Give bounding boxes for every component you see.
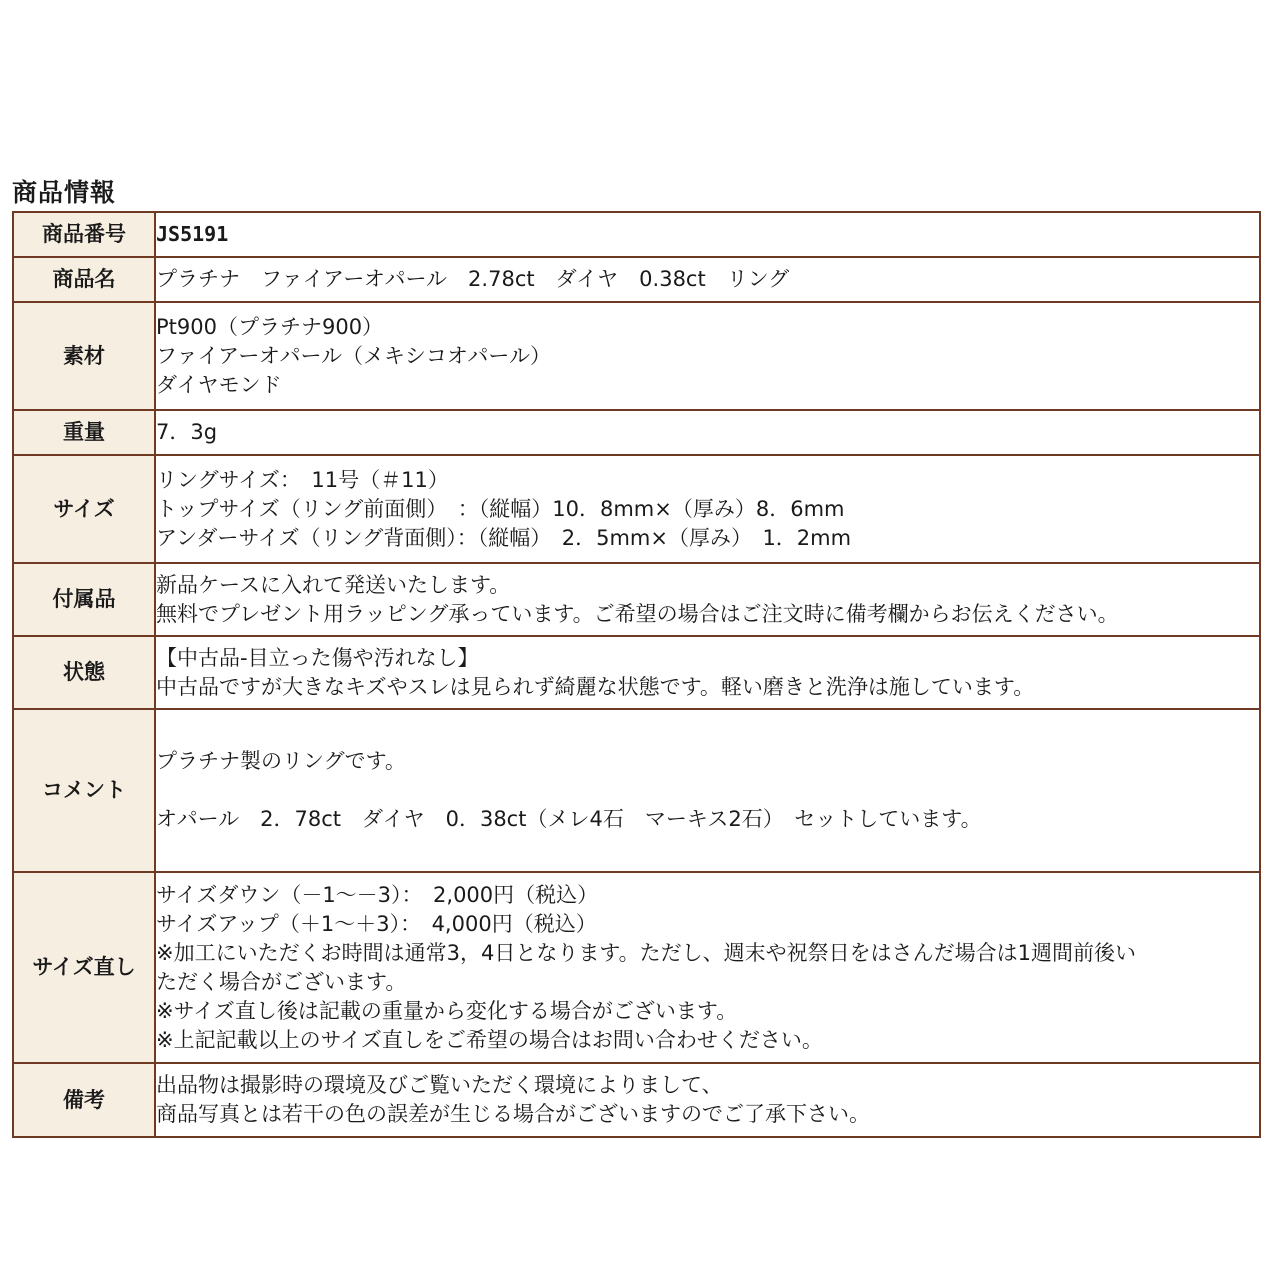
comment-line: オパール 2．78ct ダイヤ 0．38ct（メレ4石 マーキス2石） セットしています。: [156, 807, 982, 831]
label-product-number: 商品番号: [13, 212, 155, 257]
label-size: サイズ: [13, 455, 155, 563]
value-accessories: [155, 563, 1260, 636]
product-info-table: [12, 211, 1261, 1138]
condition-line: 中古品ですが大きなキズやスレは見られず綺麗な状態です。軽い磨きと洗浄は施しています。: [156, 674, 1035, 699]
row-resize: [13, 872, 1260, 1063]
remarks-line: 商品写真とは若干の色の誤差が生じる場合がございますのでご了承下さい。: [156, 1102, 870, 1126]
row-material: [13, 302, 1260, 410]
row-remarks: [13, 1063, 1260, 1137]
label-remarks: 備考: [13, 1063, 155, 1137]
row-comment: [13, 709, 1260, 872]
product-number-text: JS5191: [156, 222, 229, 246]
label-material: 素材: [13, 302, 155, 410]
size-line: リングサイズ： 11号（＃11）: [156, 467, 449, 492]
resize-line: ただく場合がございます。: [156, 969, 407, 994]
value-remarks: [155, 1063, 1260, 1137]
resize-line: ※上記記載以上のサイズ直しをご希望の場合はお問い合わせください。: [156, 1027, 823, 1052]
value-comment: [155, 709, 1260, 872]
value-condition: [155, 636, 1260, 709]
value-material: [155, 302, 1260, 410]
value-product-name: [155, 257, 1260, 302]
material-line: ダイヤモンド: [156, 372, 282, 397]
size-line: トップサイズ（リング前面側） ：（縦幅）10．8mm×（厚み）8．6mm: [156, 496, 845, 521]
resize-line: サイズアップ（＋1～＋3）： 4,000円（税込）: [156, 911, 597, 936]
row-accessories: [13, 563, 1260, 636]
resize-line: サイズダウン（－1～－3）： 2,000円（税込）: [156, 882, 599, 907]
value-weight: [155, 410, 1260, 455]
row-condition: [13, 636, 1260, 709]
label-condition: 状態: [13, 636, 155, 709]
remarks-line: 出品物は撮影時の環境及びご覧いただく環境によりまして、: [156, 1073, 723, 1097]
row-size: [13, 455, 1260, 563]
comment-line: プラチナ製のリングです。: [156, 749, 406, 773]
label-accessories: 付属品: [13, 563, 155, 636]
row-product-name: [13, 257, 1260, 302]
row-weight: [13, 410, 1260, 455]
resize-line: ※サイズ直し後は記載の重量から変化する場合がございます。: [156, 998, 738, 1023]
material-line: ファイアーオパール（メキシコオパール）: [156, 343, 552, 368]
material-line: Pt900（プラチナ900）: [156, 314, 384, 339]
accessories-line: 新品ケースに入れて発送いたします。: [156, 572, 511, 597]
comment-spacer: [156, 776, 1259, 805]
label-resize: サイズ直し: [13, 872, 155, 1063]
value-product-number: [155, 212, 1260, 257]
section-title: 商品情報: [12, 178, 117, 207]
label-weight: 重量: [13, 410, 155, 455]
resize-line: ※加工にいただくお時間は通常3，4日となります。ただし、週末や祝祭日をはさんだ場合は1週間前後い: [156, 940, 1136, 965]
row-product-number: [13, 212, 1260, 257]
condition-line: 【中古品-目立った傷や汚れなし】: [156, 645, 479, 670]
label-product-name: 商品名: [13, 257, 155, 302]
weight-text: 7．3g: [156, 420, 218, 444]
product-name-text: プラチナ ファイアーオパール 2.78ct ダイヤ 0.38ct リング: [156, 267, 790, 291]
label-comment: コメント: [13, 709, 155, 872]
accessories-line: 無料でプレゼント用ラッピング承っています。ご希望の場合はご注文時に備考欄からお伝えください。: [156, 601, 1119, 626]
value-size: [155, 455, 1260, 563]
value-resize: [155, 872, 1260, 1063]
size-line: アンダーサイズ（リング背面側）：（縦幅） 2．5mm×（厚み） 1．2mm: [156, 525, 852, 550]
